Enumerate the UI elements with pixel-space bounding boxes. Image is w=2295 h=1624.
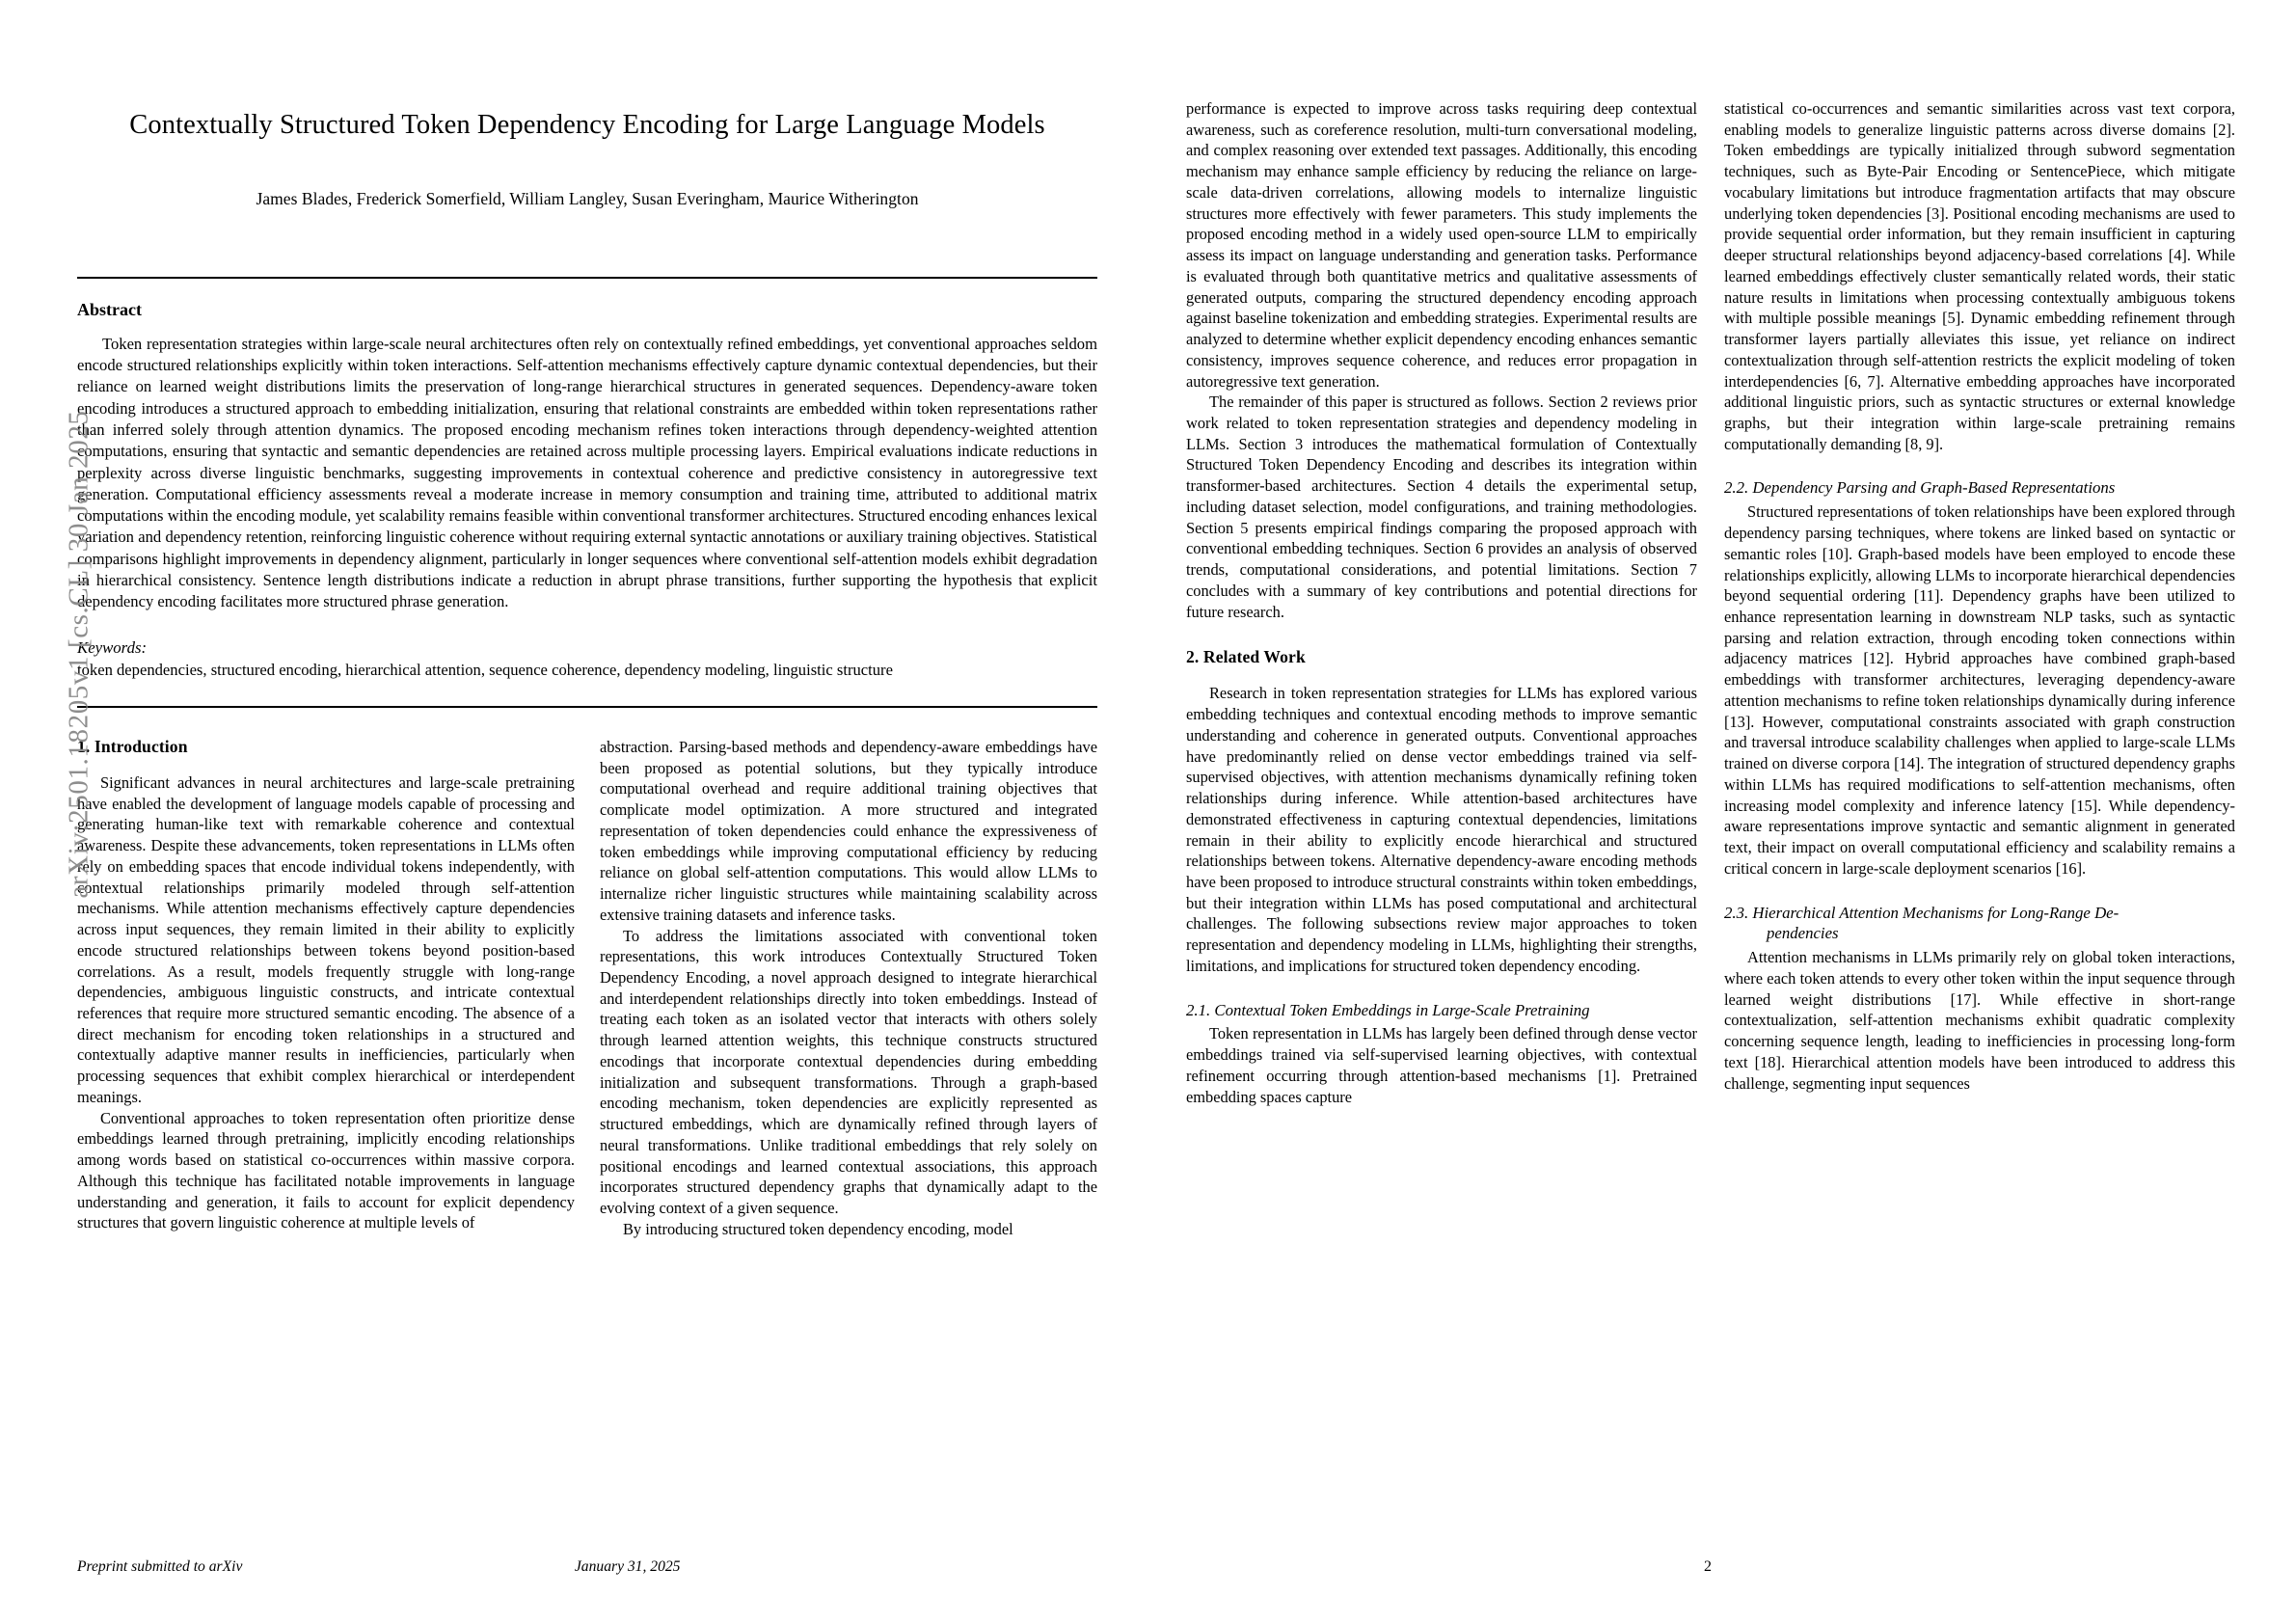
subsection-title-2-1: Contextual Token Embeddings in Large-Scale Pretraining xyxy=(1214,1000,1590,1019)
page-two-footer xyxy=(1186,1558,2235,1576)
page-one-footer xyxy=(77,1558,1097,1576)
keywords-heading: Keywords: xyxy=(77,637,148,657)
footer-preprint-note: Preprint submitted to arXiv xyxy=(77,1558,243,1575)
abstract-heading: Abstract xyxy=(77,299,142,319)
arxiv-identifier-stamp: arXiv:2501.18205v1 [cs.CL] 30 Jan 2025 xyxy=(63,410,94,899)
subsection-title-2-2: Dependency Parsing and Graph-Based Representations xyxy=(1752,478,2116,498)
subsection-number-2-1: 2.1. xyxy=(1186,1000,1211,1019)
subsection-2-1-paragraph: Token representation in LLMs has largely been defined through dense vector embeddings trained via self-supervised learning objectives, with contextual refinement occurring through attention-based mechanisms [1]. Pretrained embedding spaces capture xyxy=(1186,1024,1697,1106)
page-title: Contextually Structured Token Dependency Encoding for Large Language Models xyxy=(129,110,1045,140)
page-one-column-right xyxy=(600,737,1097,1240)
footer-date: January 31, 2025 xyxy=(574,1558,681,1575)
intro-paragraph-2: Conventional approaches to token representation often prioritize dense embeddings learned through pretraining, implicitly encoding relationships among words based on statistical co-occurrences within massive corpora. Although this technique has facilitated notable improvements in language understanding and generation, it fails to account for explicit dependency structures that govern linguistic coherence at multiple levels of xyxy=(77,1108,575,1232)
related-work-paragraph-1: Research in token representation strategies for LLMs has explored various embedding techniques and contextual encoding methods to improve semantic understanding and coherence in generated outputs. Conventional approaches have predominantly relied on dense vector embeddings trained via self-supervised objectives, with attention mechanisms dynamically refining token relationships during inference. While attention-based architectures have demonstrated effectiveness in capturing contextual dependencies, limitations remain in their ability to explicitly encode hierarchical and structured relationships between tokens. Alternative dependency-aware encoding methods have been proposed to introduce structural constraints within token embeddings, but their integration within LLMs has posed computational and architectural challenges. The following subsections review major approaches to token representation and dependency modeling in LLMs, highlighting their strengths, limitations, and implications for structured token dependency encoding. xyxy=(1186,684,1697,975)
subsection-title-2-3: Hierarchical Attention Mechanisms for Long-Range De- xyxy=(1752,903,2120,922)
subsection-heading-2-1 xyxy=(1186,1000,1697,1021)
subsection-2-3-paragraph: Attention mechanisms in LLMs primarily rely on global token interactions, where each token attends to every other token within the input sequence through learned weight distributions [17]. While effective in short-range contextualization, self-attention mechanisms exhibit quadratic complexity concerning sequence length, leading to inefficiencies in processing long-form text [18]. Hierarchical attention models have been introduced to address this challenge, segmenting input sequences xyxy=(1724,948,2235,1093)
section-heading-introduction: 1. Introduction xyxy=(77,736,188,756)
subsection-number-2-2: 2.2. xyxy=(1724,478,1749,498)
header-divider xyxy=(77,277,1097,279)
section-heading-related-work: 2. Related Work xyxy=(1186,647,1306,667)
abstract-text: Token representation strategies within large-scale neural architectures often rely on contextually refined embeddings, yet conventional approaches seldom encode structured relationships explicitly within token interactions. Self-attention mechanisms effectively capture dynamic contextual dependencies, but their reliance on learned weight distributions limits the preservation of long-range hierarchical structures in generated sequences. Dependency-aware token encoding introduces a structured approach to embedding initialization, ensuring that relational constraints are embedded within token representations rather than inferred solely through attention dynamics. The proposed encoding mechanism refines token interactions through dependency-weighted attention computations, ensuring that syntactic and semantic dependencies are retained across multiple processing layers. Empirical evaluations indicate reductions in perplexity across diverse linguistic benchmarks, suggesting improvements in contextual coherence and predictive consistency in autoregressive text generation. Computational efficiency assessments reveal a moderate increase in memory consumption and training time, attributed to additional matrix computations within the encoding module, yet scalability remains feasible within conventional transformer architectures. Structured encoding enhances lexical variation and dependency retention, reinforcing linguistic coherence without requiring external syntactic annotations or auxiliary training objectives. Statistical comparisons highlight improvements in dependency alignment, particularly in longer sequences where conventional self-attention models exhibit degradation in hierarchical consistency. Sentence length distributions indicate a reduction in abrupt phrase transitions, further supporting the hypothesis that explicit dependency encoding facilitates more structured phrase generation. xyxy=(77,334,1097,611)
page-number: 2 xyxy=(1704,1558,1712,1575)
page-two-column-right xyxy=(1724,98,2235,1107)
page-two-columns xyxy=(1186,98,2235,1107)
author-list: James Blades, Frederick Somerfield, William Langley, Susan Everingham, Maurice Witherington xyxy=(256,188,919,208)
subsection-heading-2-2 xyxy=(1724,477,2235,499)
intro-paragraph-2-continued: abstraction. Parsing-based methods and dependency-aware embeddings have been proposed as potential solutions, but they typically introduce computational overhead and require additional training objectives that complicate model optimization. A more structured and integrated representation of token dependencies could enhance the expressiveness of token embeddings while improving computational efficiency by reducing reliance on global self-attention computations. This would allow LLMs to internalize richer linguistic structures while maintaining scalability across extensive training datasets and inference tasks. xyxy=(600,737,1097,924)
page2-paragraph-1: performance is expected to improve across tasks requiring deep contextual awareness, such as coreference resolution, multi-turn conversational modeling, and complex reasoning over extended text passages. Additionally, this encoding mechanism may enhance sample efficiency by reducing the reliance on large-scale data-driven correlations, allowing models to internalize linguistic structures more effectively with fewer parameters. This study implements the proposed encoding method in a widely used open-source LLM to empirically assess its impact on language understanding and generation tasks. Performance is evaluated through both quantitative metrics and qualitative assessments of generated outputs, comparing the structured dependency encoding approach against baseline tokenization and embedding strategies. Experimental results are analyzed to determine whether explicit dependency encoding enhances semantic consistency, improves sequence coherence, and reduces error propagation in autoregressive text generation. xyxy=(1186,99,1697,391)
subsection-heading-2-3 xyxy=(1724,903,2235,945)
keywords-text: token dependencies, structured encoding, hierarchical attention, sequence coherence, dependency modeling, linguistic structure xyxy=(77,660,893,679)
subsection-title-2-3-line2: pendencies xyxy=(1767,924,1839,943)
page-two xyxy=(1148,0,2295,1624)
subsection-2-1-paragraph-continued: statistical co-occurrences and semantic similarities across vast text corpora, enabling models to generalize linguistic patterns across diverse domains [2]. Token embeddings are typically initialized through subword segmentation techniques, such as Byte-Pair Encoding or SentencePiece, which mitigate vocabulary limitations but introduce fragmentation artifacts that may obscure underlying token dependencies [3]. Positional encoding mechanisms are used to provide sequential order information, but they remain insufficient in capturing deeper structural relationships beyond adjacency-based correlations [4]. While learned embeddings effectively cluster semantically related words, their static nature results in limitations when processing contextually ambiguous tokens with multiple possible meanings [5]. Dynamic embedding refinement through transformer layers partially alleviates this issue, yet reliance on indirect contextualization through self-attention restricts the explicit modeling of token interdependencies [6, 7]. Alternative embedding approaches have incorporated additional linguistic priors, such as syntactic structures or external knowledge graphs, but their integration within large-scale pretraining remains computationally demanding [8, 9]. xyxy=(1724,99,2235,453)
intro-paragraph-1: Significant advances in neural architectures and large-scale pretraining have enabled the development of language models capable of processing and generating human-like text with remarkable coherence and contextual awareness. Despite these advancements, token representations in LLMs often rely on embedding spaces that encode individual tokens independently, with contextual relationships primarily modeled through self-attention mechanisms. While attention mechanisms effectively capture dependencies across input sequences, they remain limited in their ability to explicitly encode structured relationships between tokens beyond position-based correlations. As a result, models frequently struggle with long-range dependencies, ambiguous linguistic constructs, and intricate contextual references that require more structured semantic encoding. The absence of a direct mechanism for encoding token relationships in a structured and contextually adaptive manner results in inefficiencies, particularly when processing sequences that exhibit complex hierarchical or interdependent meanings. xyxy=(77,772,575,1106)
intro-paragraph-4: By introducing structured token dependency encoding, model xyxy=(623,1219,1013,1238)
subsection-2-2-paragraph: Structured representations of token relationships have been explored through dependency parsing techniques, where tokens are linked based on syntactic or semantic roles [10]. Graph-based models have been employed to encode these relationships explicitly, allowing LLMs to incorporate hierarchical dependencies beyond sequential ordering [11]. Dependency graphs have been utilized to enhance representation learning in downstream NLP tasks, such as syntactic parsing and relation extraction, through encoding token connections within adjacency matrices [12]. Hybrid approaches have combined graph-based embeddings with transformer architectures, leveraging dependency-aware attention mechanisms to refine token relationships dynamically during inference [13]. However, computational constraints associated with graph construction and traversal introduce scalability challenges when applied to large-scale LLMs trained on diverse corpora [14]. The integration of structured dependency graphs within LLMs has required modifications to self-attention mechanisms, often increasing model complexity and inference latency [15]. While dependency-aware representations improve syntactic and semantic alignment in generated text, their impact on overall computational efficiency and scalability remains a critical concern in large-scale deployment scenarios [16]. xyxy=(1724,502,2235,878)
page-one-column-left xyxy=(77,737,575,1240)
page-two-column-left xyxy=(1186,98,1697,1107)
abstract-divider xyxy=(77,706,1097,708)
page2-paragraph-2: The remainder of this paper is structured as follows. Section 2 reviews prior work related to token representation strategies and dependency modeling in LLMs. Section 3 introduces the mathematical formulation of Contextually Structured Token Dependency Encoding and describes its integration within transformer-based architectures. Section 4 details the experimental setup, including dataset selection, model configurations, and training methodologies. Section 5 presents empirical findings comparing the proposed approach with conventional embedding techniques. Section 6 provides an analysis of observed trends, computational considerations, and potential limitations. Section 7 concludes with a summary of key contributions and potential directions for future research. xyxy=(1186,392,1697,621)
intro-paragraph-3: To address the limitations associated with conventional token representations, this work introduces Contextually Structured Token Dependency Encoding, a novel approach designed to integrate hierarchical and interdependent relationships directly into token embeddings. Instead of treating each token as an isolated vector that interacts with others solely through learned attention weights, this technique constructs structured encodings that incorporate contextual dependencies during embedding initialization and subsequent transformations. Through a graph-based encoding mechanism, token dependencies are explicitly represented as structured embeddings, which are dynamically refined through layers of neural transformations. Unlike traditional embeddings that rely solely on positional encodings and learned contextual associations, this approach incorporates structured dependency graphs that dynamically adapt to the evolving context of a given sequence. xyxy=(600,926,1097,1218)
subsection-number-2-3: 2.3. xyxy=(1724,903,1749,922)
page-one-columns xyxy=(77,737,1097,1240)
